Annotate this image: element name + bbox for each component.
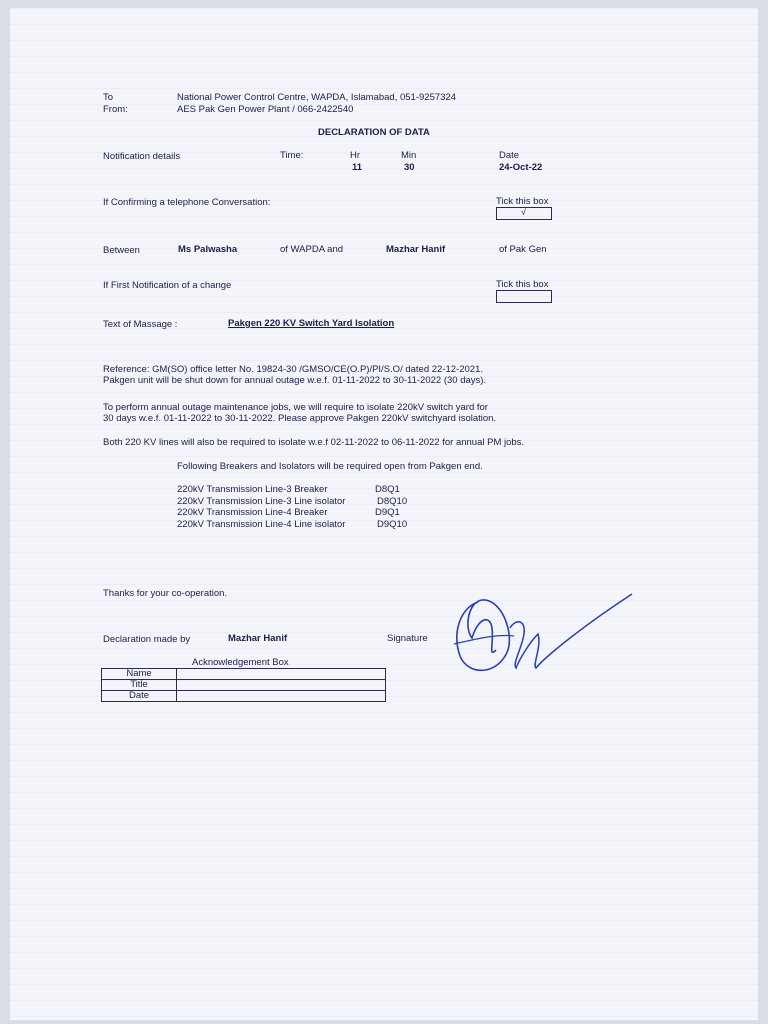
tick-box-label-1: Tick this box xyxy=(496,196,549,207)
message-subject: Pakgen 220 KV Switch Yard Isolation xyxy=(228,318,395,329)
from-label: From: xyxy=(103,104,128,115)
min-label: Min xyxy=(401,150,417,161)
equipment-code: D9Q1 xyxy=(375,507,400,518)
min-value: 30 xyxy=(404,162,415,173)
ack-row-title xyxy=(102,680,386,691)
thanks-text: Thanks for your co-operation. xyxy=(103,588,228,599)
equipment-name: 220kV Transmission Line-4 Breaker xyxy=(177,507,328,518)
confirming-label: If Confirming a telephone Conversation: xyxy=(103,197,271,208)
ack-box-title: Acknowledgement Box xyxy=(192,657,289,668)
ack-date-field[interactable] xyxy=(177,691,386,702)
ack-label: Title xyxy=(102,680,177,691)
hr-label: Hr xyxy=(350,150,361,161)
date-label: Date xyxy=(499,150,520,161)
first-notification-label: If First Notification of a change xyxy=(103,280,232,291)
tick-box-2[interactable] xyxy=(496,290,552,303)
paragraph-1b: 30 days w.e.f. 01-11-2022 to 30-11-2022. Please approve Pakgen 220kV switchyard isolation. xyxy=(103,413,497,424)
date-value: 24-Oct-22 xyxy=(499,162,543,173)
between-label: Between xyxy=(103,245,140,256)
equipment-name: 220kV Transmission Line-4 Line isolator xyxy=(177,519,346,530)
to-value: National Power Control Centre, WAPDA, Islamabad, 051-9257324 xyxy=(177,92,456,103)
signature-label: Signature xyxy=(387,633,428,644)
ack-row-date xyxy=(102,691,386,702)
paragraph-1a: To perform annual outage maintenance jobs, we will require to isolate 220kV switch yard for xyxy=(103,402,488,413)
checkmark-icon: √ xyxy=(521,207,526,217)
acknowledgement-table xyxy=(101,668,386,702)
declaration-label: Declaration made by xyxy=(103,634,191,645)
ack-name-field[interactable] xyxy=(177,669,386,680)
equipment-name: 220kV Transmission Line-3 Breaker xyxy=(177,484,328,495)
equipment-name: 220kV Transmission Line-3 Line isolator xyxy=(177,496,346,507)
pakgen-org: of Pak Gen xyxy=(499,244,547,255)
ack-title-field[interactable] xyxy=(177,680,386,691)
paragraph-3: Following Breakers and Isolators will be required open from Pakgen end. xyxy=(177,461,483,472)
ack-label: Date xyxy=(102,691,177,702)
declarant-name: Mazhar Hanif xyxy=(228,633,288,644)
ack-row-name xyxy=(102,669,386,680)
time-label: Time: xyxy=(280,150,304,161)
hr-value: 11 xyxy=(352,162,363,173)
paragraph-2: Both 220 KV lines will also be required to isolate w.e.f 02-11-2022 to 06-11-2022 for annual PM jobs. xyxy=(103,437,525,448)
wapda-org: of WAPDA and xyxy=(280,244,344,255)
pakgen-person: Mazhar Hanif xyxy=(386,244,446,255)
tick-box-1[interactable] xyxy=(496,207,552,220)
document-title: DECLARATION OF DATA xyxy=(318,127,430,138)
equipment-code: D8Q10 xyxy=(377,496,408,507)
tick-box-label-2: Tick this box xyxy=(496,279,549,290)
from-value: AES Pak Gen Power Plant / 066-2422540 xyxy=(177,104,354,115)
to-label: To xyxy=(103,92,114,103)
document-page xyxy=(10,8,758,1020)
reference-line-1: Reference: GM(SO) office letter No. 19824-30 /GMSO/CE(O.P)/PI/S.O/ dated 22-12-2021. xyxy=(103,364,483,375)
equipment-code: D8Q1 xyxy=(375,484,400,495)
notification-label: Notification details xyxy=(103,151,181,162)
message-label: Text of Massage : xyxy=(103,319,178,330)
ack-label: Name xyxy=(102,669,177,680)
reference-line-2: Pakgen unit will be shut down for annual outage w.e.f. 01-11-2022 to 30-11-2022 (30 days). xyxy=(103,375,487,386)
equipment-code: D9Q10 xyxy=(377,519,408,530)
handwritten-signature xyxy=(450,588,640,683)
wapda-person: Ms Palwasha xyxy=(178,244,238,255)
